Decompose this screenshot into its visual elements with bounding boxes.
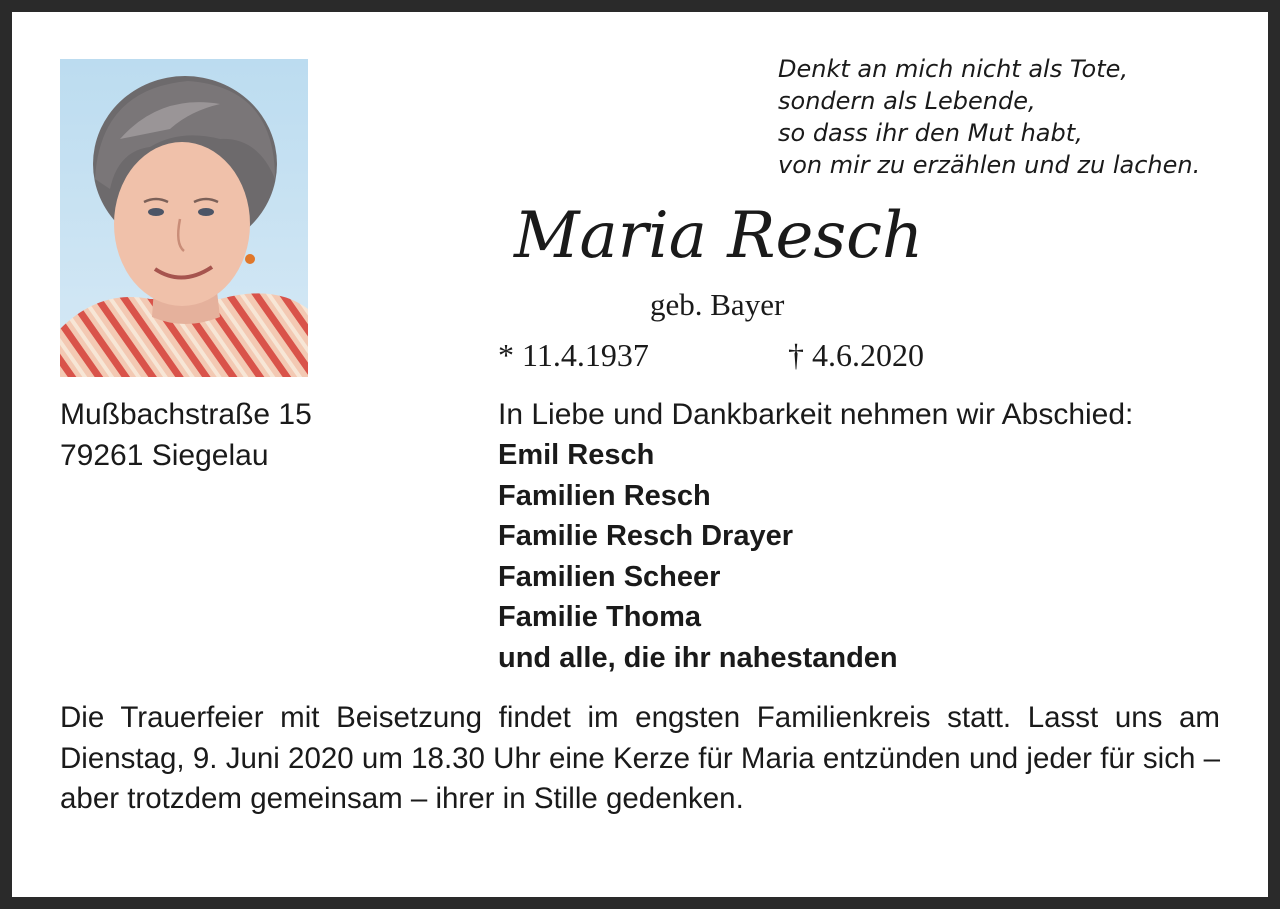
death-date: † 4.6.2020: [788, 337, 924, 373]
quote-line: Denkt an mich nicht als Tote,: [778, 55, 1129, 83]
obituary-card: [12, 12, 1268, 897]
mourner-item: Familie Thoma: [498, 601, 702, 634]
mourner-item: Emil Resch: [498, 439, 655, 471]
portrait-photo: [60, 59, 308, 377]
funeral-notice: Die Trauerfeier mit Beisetzung findet im engsten Familienkreis statt. Lasst uns am Dienstag, 9. Juni 2020 um 18.30 Uhr eine Kerze für Maria entzünden und jeder für sich – aber trotzdem gemeinsam – ihrer in Stille gedenken.: [60, 701, 1220, 816]
mourner-item: Familien Scheer: [498, 560, 721, 593]
mourner-item: und alle, die ihr nahestanden: [498, 641, 898, 674]
mourner-item: Familien Resch: [498, 479, 711, 512]
address-block: [60, 394, 312, 476]
address-city: 79261 Siegelau: [60, 439, 269, 472]
mourners-list: [498, 435, 898, 679]
quote-line: sondern als Lebende,: [778, 87, 1036, 115]
farewell-intro: In Liebe und Dankbarkeit nehmen wir Abschied:: [498, 398, 1134, 431]
quote-line: so dass ihr den Mut habt,: [778, 119, 1083, 147]
deceased-name: Maria Resch: [514, 199, 924, 273]
address-street: Mußbachstraße 15: [60, 398, 312, 431]
birth-date: * 11.4.1937: [498, 337, 649, 373]
quote-line: von mir zu erzählen und zu lachen.: [778, 151, 1201, 179]
maiden-name: geb. Bayer: [650, 287, 785, 322]
mourner-item: Familie Resch Drayer: [498, 520, 793, 553]
memorial-quote: [778, 53, 1248, 181]
